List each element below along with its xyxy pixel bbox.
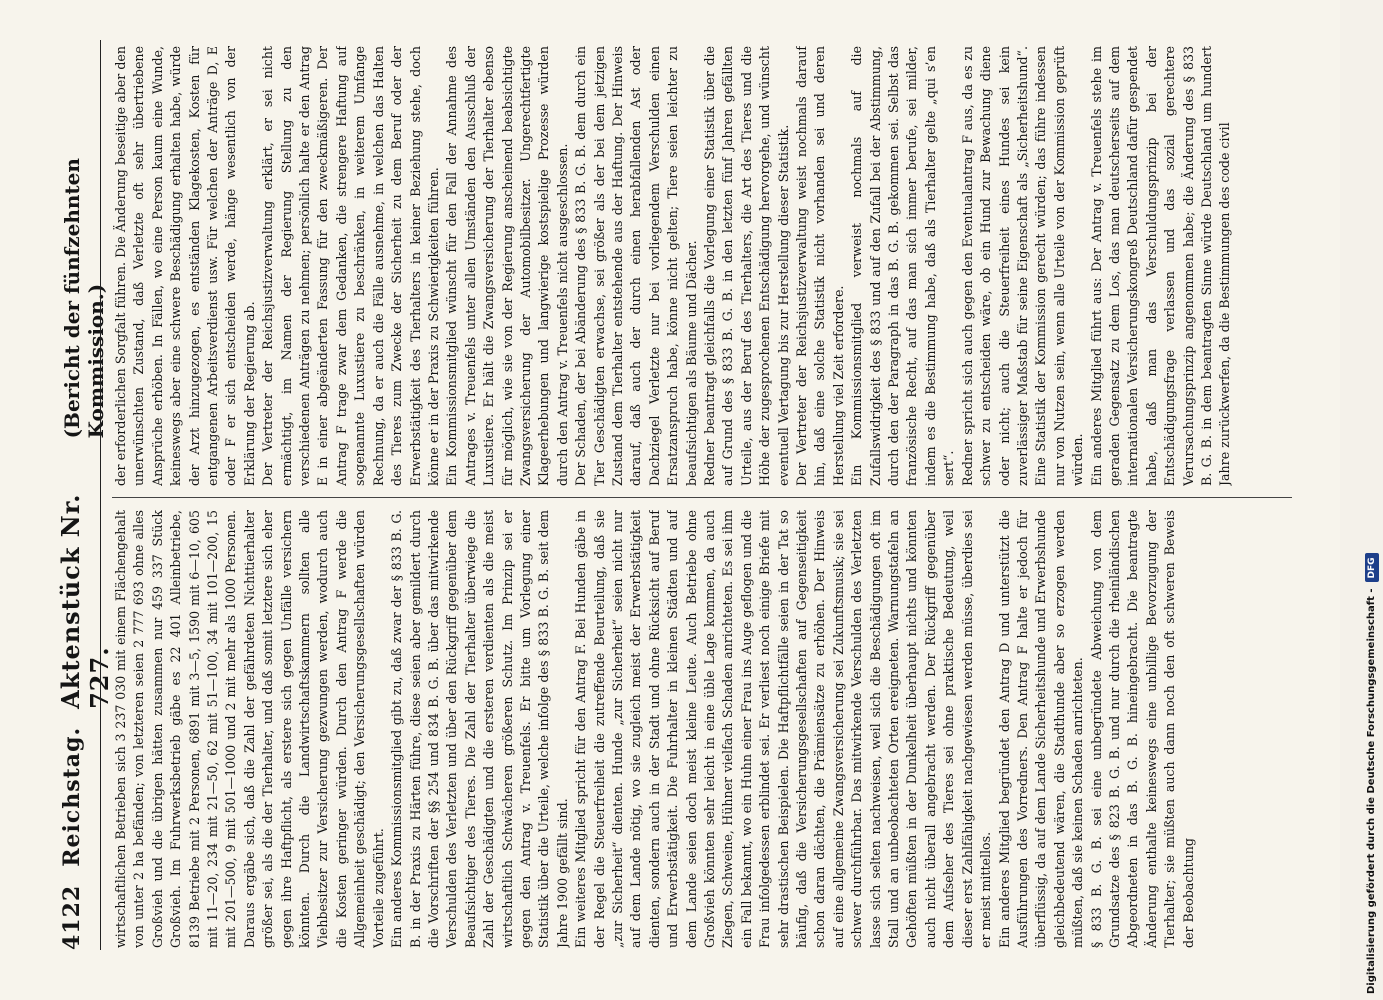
paragraph: Der Vertreter der Reichsjustizverwaltung erklärt, er sei nicht ermächtigt, im Namen der Regierung Stellung zu den verschiedenen Anträgen zu nehmen; persönlich halte er den Antrag E in einer abgeänderten Fassung für den zweckmäßigeren. Der Antrag F trage zwar dem Gedanken, die strengere Haftung auf sogenannte Luxustiere zu beschränken, in weiterem Umfange Rechnung, da er auch die Fälle ausnehme, in welchen das Halten des Tieres zum Zwecke der Sicherheit zu dem Beruf oder der Erwerbstätigkeit des Tierhalters in keiner Beziehung stehe, doch könne er in der Praxis zu Schwierigkeiten führen. <box>260 46 441 486</box>
paragraph: der erforderlichen Sorgfalt führen. Die Änderung beseitige aber den unerwünschten Zustand, daß Verletzte oft sehr übertriebene Ansprüche erhöben. In Fällen, wo eine Person kaum eine Wunde, keineswegs aber eine schwere Beschädigung erhalten habe, würde der Arzt hinzugezogen, es entständen Klagekosten, Kosten für entgangenen Arbeitsverdienst usw. Für welchen der Anträge D, E oder F er sich entscheiden werde, hänge wesentlich von der Erklärung der Regierung ab. <box>113 46 257 486</box>
paragraph: § 833 B. G. B. sei eine unbegründete Abweichung von dem Grundsatze des § 823 B. G. B. und nur durch die rheinländischen Abgeordneten in das B. G. B. hineingebracht. Die beantragte Änderung enthalte keineswegs eine unbillige Bevorzugung der Tierhalter; sie müßten auch dann noch den oft schweren Beweis der Beobachtung <box>1088 510 1196 948</box>
paragraph: Redner spricht sich auch gegen den Eventualantrag F aus, da es zu schwer zu entscheiden wäre, ob ein Hund zur Bewachung diene oder nicht; auch die Steuerfreiheit eines Hundes sei kein zuverlässiger Maßstab für seine Eigenschaft als „Sicherheitshund“. Eine Statistik der Kommission gerecht würden; das führe indessen nur von Nutzen sein, wenn alle Urteile von der Kommission geprüft würden. <box>959 46 1086 486</box>
dfg-logo: DFG <box>1365 553 1379 582</box>
report-title: (Bericht der fünfzehnten Kommission.) <box>60 158 108 439</box>
paragraph: wirtschaftlichen Betrieben sich 3 237 030 mit einem Flächengehalt von unter 2 ha befänden; von letzteren seien 2 777 693 ohne alles Großvieh und die übrigen hätten zusammen nur 459 337 Stück Großvieh. Im Fuhrwerksbetrieb gäbe es 22 401 Alleinbetriebe, 8139 Betriebe mit 2 Personen, 6891 mit 3—5, 1590 mit 6—10, 605 mit 11—20, 234 mit 21—50, 62 mit 51—100, 34 mit 101—200, 15 mit 201—500, 9 mit 501—1000 und 2 mit mehr als 1000 Personen. Daraus ergäbe sich, daß die Zahl der gefährdeten Nichttierhalter größer sei, als die der Tierhalter, und daß somit letztere sich eher gegen ihre Haftpflicht, als erstere sich gegen Unfälle versichern könnten. Durch die Landwirtschaftskammern sollten alle Viehbesitzer zur Versicherung gezwungen werden, wodurch auch die Kosten geringer würden. Durch den Antrag F werde die Allgemeinheit geschädigt; den Versicherungsgesellschaften würden Vorteile zugeführt. <box>113 510 386 948</box>
column-divider <box>112 497 1292 498</box>
paragraph: Ein Kommissionsmitglied wünscht für den Fall der Annahme des Antrages v. Treuenfels unter allen Umständen den Ausschluß der Luxustiere. Er hält die Zwangsversicherung der Tierhalter ebenso für möglich, wie sie von der Regierung anscheinend beabsichtigte Zwangsversicherung der Automobilbesitzer. Ungerechtfertigte Klageerhebungen und langwierige kostspielige Prozesse würden durch den Antrag v. Treuenfels nicht ausgeschlossen. <box>444 46 570 486</box>
right-text-column <box>112 46 1302 486</box>
paragraph: Ein anderes Kommissionsmitglied gibt zu, daß zwar der § 833 B. G. B. in der Praxis zu Härten führe, diese seien aber gemildert durch die Vorschriften der §§ 254 und 834 B. G. B. über das mitwirkende Verschulden des Verletzten und über den Rückgriff gegenüber dem Beaufsichtiger des Tieres. Die Zahl der Tierhalter überwiege die Zahl der Geschädigten und die ersteren verdienten als die meist wirtschaftlich Schwächeren größeren Schutz. Im Prinzip sei er gegen den Antrag v. Treuenfels. Er bitte um Vorlegung einer Statistik über die Urteile, welche infolge des § 833 B. G. B. seit dem Jahre 1900 gefällt sind. <box>389 510 570 948</box>
page-number: 4122 <box>59 884 85 950</box>
paper-title: Reichstag. <box>59 726 85 867</box>
page-header <box>56 50 114 950</box>
paragraph: Redner beantragt gleichfalls die Vorlegung einer Statistik über die auf Grund des § 833 B. G. B. in den letzten fünf Jahren gefällten Urteile, aus der Beruf des Tierhalters, die Art des Tieres und die Höhe der zugesprochenen Entschädigung hervorgehe, und wünscht eventuell Vertagung bis zur Herstellung dieser Statistik. <box>702 46 791 486</box>
paragraph: Der Schaden, der bei Abänderung des § 833 B. G. B. dem durch ein Tier Geschädigten erwachse, sei größer als der bei dem jetzigen Zustand dem Tierhalter entstehende aus der Haftung. Der Hinweis darauf, daß auch der durch einen herabfallenden Ast oder Dachziegel Verletzte nur bei vorliegendem Verschulden einen Ersatzanspruch habe, könne nicht gelten; Tiere seien leichter zu beaufsichtigen als Bäume und Dächer. <box>573 46 699 486</box>
digitization-credit <box>1363 6 1381 994</box>
paragraph: Der Vertreter der Reichsjustizverwaltung weist nochmals darauf hin, daß eine solche Statistik nicht vorhanden sei und deren Herstellung viel Zeit erfordere. <box>794 46 846 486</box>
document-number: Aktenstück Nr. 727. <box>56 493 114 709</box>
paragraph: Ein anderes Mitglied begründet den Antrag D und unterstützt die Ausführungen des Vorredners. Den Antrag F halte er jedoch für überflüssig, da auf dem Lande Sicherheitshunde und Erwerbshunde gleichbedeutend wären, die Stadthunde aber so erzogen werden müßten, daß sie keinen Schaden anrichteten. <box>996 510 1086 948</box>
paragraph: Ein anderes Mitglied führt aus: Der Antrag v. Treuenfels stehe im geraden Gegensatz zu dem Los, das man deutscherseits auf dem internationalen Versicherungskongreß Deutschland dafür gespendet habe, daß man das Verschuldungsprinzip bei der Entschädigungsfrage verlassen und das sozial gerechtere Verursachungsprinzip angenommen habe; die Änderung des § 833 B. G. B. in dem beantragten Sinne würde Deutschland um hundert Jahre zurückwerfen, da die Bestimmungen des code civil <box>1088 46 1233 486</box>
credit-text: Digitalisierung gefördert durch die Deutsche Forschungsgemeinschaft - <box>1366 588 1377 994</box>
paragraph: Ein Kommissionsmitglied verweist nochmals auf die Zufallswidrigkeit des § 833 und auf den Zufall bei der Abstimmung, durch den der Paragraph in das B. G. B. gekommen sei. Selbst das französische Recht, auf das man sich immer berufe, sei milder, indem es die Bestimmung habe, daß als Tierhalter gelte „qui s’en sert“. <box>849 46 957 486</box>
header-rule <box>100 40 101 950</box>
left-text-column <box>112 510 1302 948</box>
paragraph: Ein weiteres Mitglied spricht für den Antrag F. Bei Hunden gäbe in der Regel die Steuerfreiheit die zutreffende Beurteilung, daß sie „zur Sicherheit“ dienten. Hunde „zur Sicherheit“ seien nicht nur auf dem Lande nötig, wo sie zugleich meist der Erwerbstätigkeit dienten, sondern auch in der Stadt und ohne Rücksicht auf Beruf und Erwerbstätigkeit. Die Fuhrhalter in kleinen Städten und auf dem Lande seien doch meist kleine Leute. Auch Betriebe ohne Großvieh könnten sehr leicht in eine üble Lage kommen, da auch Ziegen, Schweine, Hühner vielfach Schaden anrichteten. Es sei ihm ein Fall bekannt, wo ein Huhn einer Frau ins Auge geflogen und die Frau infolgedessen erblindet sei. Er verliest noch einige Briefe mit sehr drastischen Beispielen. Die Haftpflichtfälle seien in der Tat so häufig, daß die Versicherungsgesellschaften auf Gegenseitigkeit schon daran dächten, die Prämiensätze zu erhöhen. Der Hinweis auf eine allgemeine Zwangsversicherung sei Zukunftsmusik; sie sei schwer durchführbar. Das mitwirkende Verschulden des Verletzten lasse sich selten nachweisen, weil sich die Beschädigungen oft im Stall und an unbeobachteten Orten ereigneten. Warnungstafeln an Gehöften müßten in der Dunkelheit überhaupt nichts und könnten auch nicht überall angebracht werden. Der Rückgriff gegenüber dem Aufseher des Tieres sei ohne praktische Bedeutung, weil dieser erst Zahlfähigkeit nachgewiesen werden müsse, überdies sei er meist mittellos. <box>573 510 994 948</box>
